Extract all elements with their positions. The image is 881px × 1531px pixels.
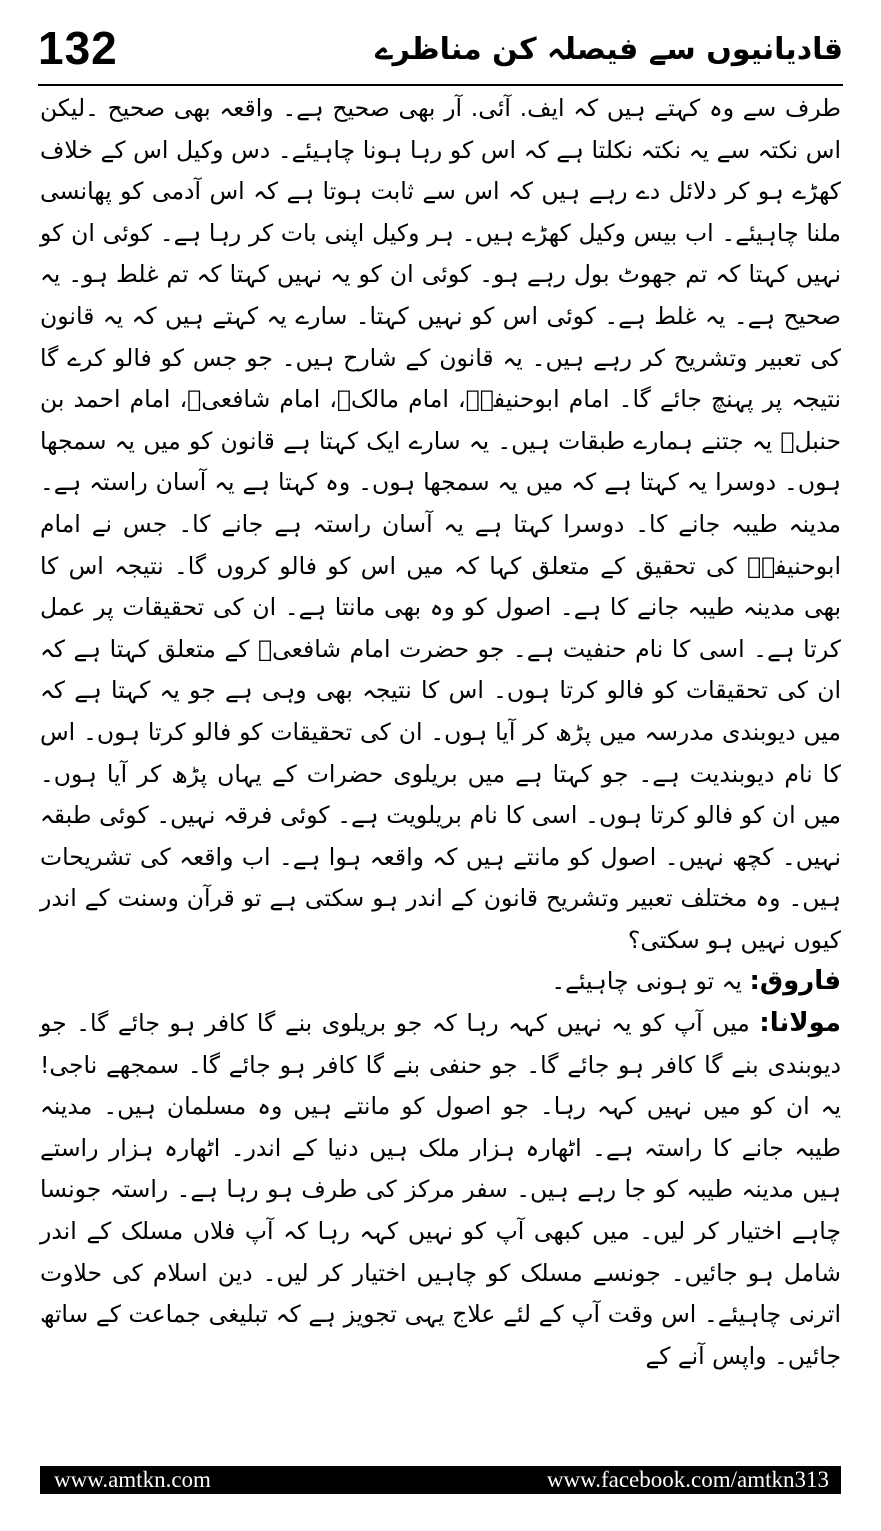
dialogue-text-maulana: میں آپ کو یہ نہیں کہہ رہا کہ جو بریلوی بنے گا کافر ہو جائے گا۔ جو دیوبندی بنے گا کافر ہو جائے گا۔ جو حنفی بنے گا کافر ہو جائے گا۔ سمجھے ناجی! یہ ان کو میں نہیں کہہ رہا۔ جو اصول کو مانتے ہیں وہ مسلمان ہیں۔ مدینہ طیبہ جانے کا راستہ ہے۔ اٹھارہ ہزار ملک ہیں دنیا کے اندر۔ اٹھارہ ہزار راستے ہیں مدینہ طیبہ کو جا رہے ہیں۔ سفر مرکز کی طرف ہو رہا ہے۔ راستہ جونسا چاہے اختیار کر لیں۔ میں کبھی آپ کو نہیں کہہ رہا کہ آپ فلاں مسلک کے اندر شامل ہو جائیں۔ جونسے مسلک کو چاہیں اختیار کر لیں۔ دین اسلام کی حلاوت اترنی چاہیئے۔ اس وقت آپ کے لئے علاج یہی تجویز ہے کہ تبلیغی جماعت کے ساتھ جائیں۔ واپس آنے کے bbox=[40, 1009, 841, 1370]
page-header bbox=[38, 14, 843, 86]
speaker-label-maulana: مولانا: bbox=[759, 1008, 841, 1039]
page-number: 132 bbox=[38, 22, 118, 74]
dialogue-maulana bbox=[40, 1003, 841, 1377]
footer-bar bbox=[40, 1466, 841, 1494]
speaker-label-farooq: فاروق: bbox=[749, 966, 841, 997]
footer-facebook-link[interactable]: www.facebook.com/amtkn313 bbox=[546, 1467, 829, 1492]
book-title: قادیانیوں سے فیصلہ کن مناظرے bbox=[375, 32, 843, 67]
paragraph-1: طرف سے وہ کہتے ہیں کہ ایف. آئی. آر بھی صحیح ہے۔ واقعہ بھی صحیح ۔لیکن اس نکتہ سے یہ نکتہ نکلتا ہے کہ اس کو رہا ہونا چاہیئے۔ دس وکیل اس کے خلاف کھڑے ہو کر دلائل دے رہے ہیں کہ اس سے ثابت ہوتا ہے کہ اس آدمی کو پھانسی ملنا چاہیئے۔ اب بیس وکیل کھڑے ہیں۔ ہر وکیل اپنی بات کر رہا ہے۔ کوئی ان کو نہیں کہتا کہ تم جھوٹ بول رہے ہو۔ کوئی ان کو یہ نہیں کہتا کہ تم غلط ہو۔ یہ صحیح ہے۔ یہ غلط ہے۔ کوئی اس کو نہیں کہتا۔ سارے یہ کہتے ہیں کہ یہ قانون کی تعبیر وتشریح کر رہے ہیں۔ یہ قانون کے شارح ہیں۔ جو جس کو فالو کرے گا نتیجہ پر پہنچ جائے گا۔ امام ابوحنیفہؒ، امام مالکؒ، امام شافعیؒ، امام احمد بن حنبلؒ یہ جتنے ہمارے طبقات ہیں۔ یہ سارے ایک کہتا ہے قانون کو میں یہ سمجھا ہوں۔ دوسرا یہ کہتا ہے کہ میں یہ سمجھا ہوں۔ وہ کہتا ہے یہ آسان راستہ ہے۔ مدینہ طیبہ جانے کا۔ دوسرا کہتا ہے یہ آسان راستہ ہے جانے کا۔ جس نے امام ابوحنیفہؒ کی تحقیق کے متعلق کہا کہ میں اس کو فالو کروں گا۔ نتیجہ اس کا بھی مدینہ طیبہ جانے کا ہے۔ اصول کو وہ بھی مانتا ہے۔ ان کی تحقیقات پر عمل کرتا ہے۔ اسی کا نام حنفیت ہے۔ جو حضرت امام شافعیؒ کے متعلق کہتا ہے کہ ان کی تحقیقات کو فالو کرتا ہوں۔ اس کا نتیجہ بھی وہی ہے جو یہ کہتا ہے کہ میں دیوبندی مدرسہ میں پڑھ کر آیا ہوں۔ ان کی تحقیقات کو فالو کرتا ہوں۔ اس کا نام دیوبندیت ہے۔ جو کہتا ہے میں بریلوی حضرات کے یہاں پڑھ کر آیا ہوں۔ میں ان کو فالو کرتا ہوں۔ اسی کا نام بریلویت ہے۔ کوئی فرقہ نہیں۔ کوئی طبقہ نہیں۔ کچھ نہیں۔ اصول کو مانتے ہیں کہ واقعہ ہوا ہے۔ اب واقعہ کی تشریحات ہیں۔ وہ مختلف تعبیر وتشریح قانون کے اندر ہو سکتی ہے تو قرآن وسنت کے اندر کیوں نہیں ہو سکتی؟ bbox=[40, 94, 841, 954]
header-divider bbox=[38, 84, 843, 86]
footer-website-link[interactable]: www.amtkn.com bbox=[54, 1467, 211, 1492]
dialogue-farooq bbox=[40, 961, 841, 1003]
dialogue-text-farooq: یہ تو ہونی چاہیئے۔ bbox=[551, 967, 742, 996]
page-body bbox=[40, 88, 841, 1377]
